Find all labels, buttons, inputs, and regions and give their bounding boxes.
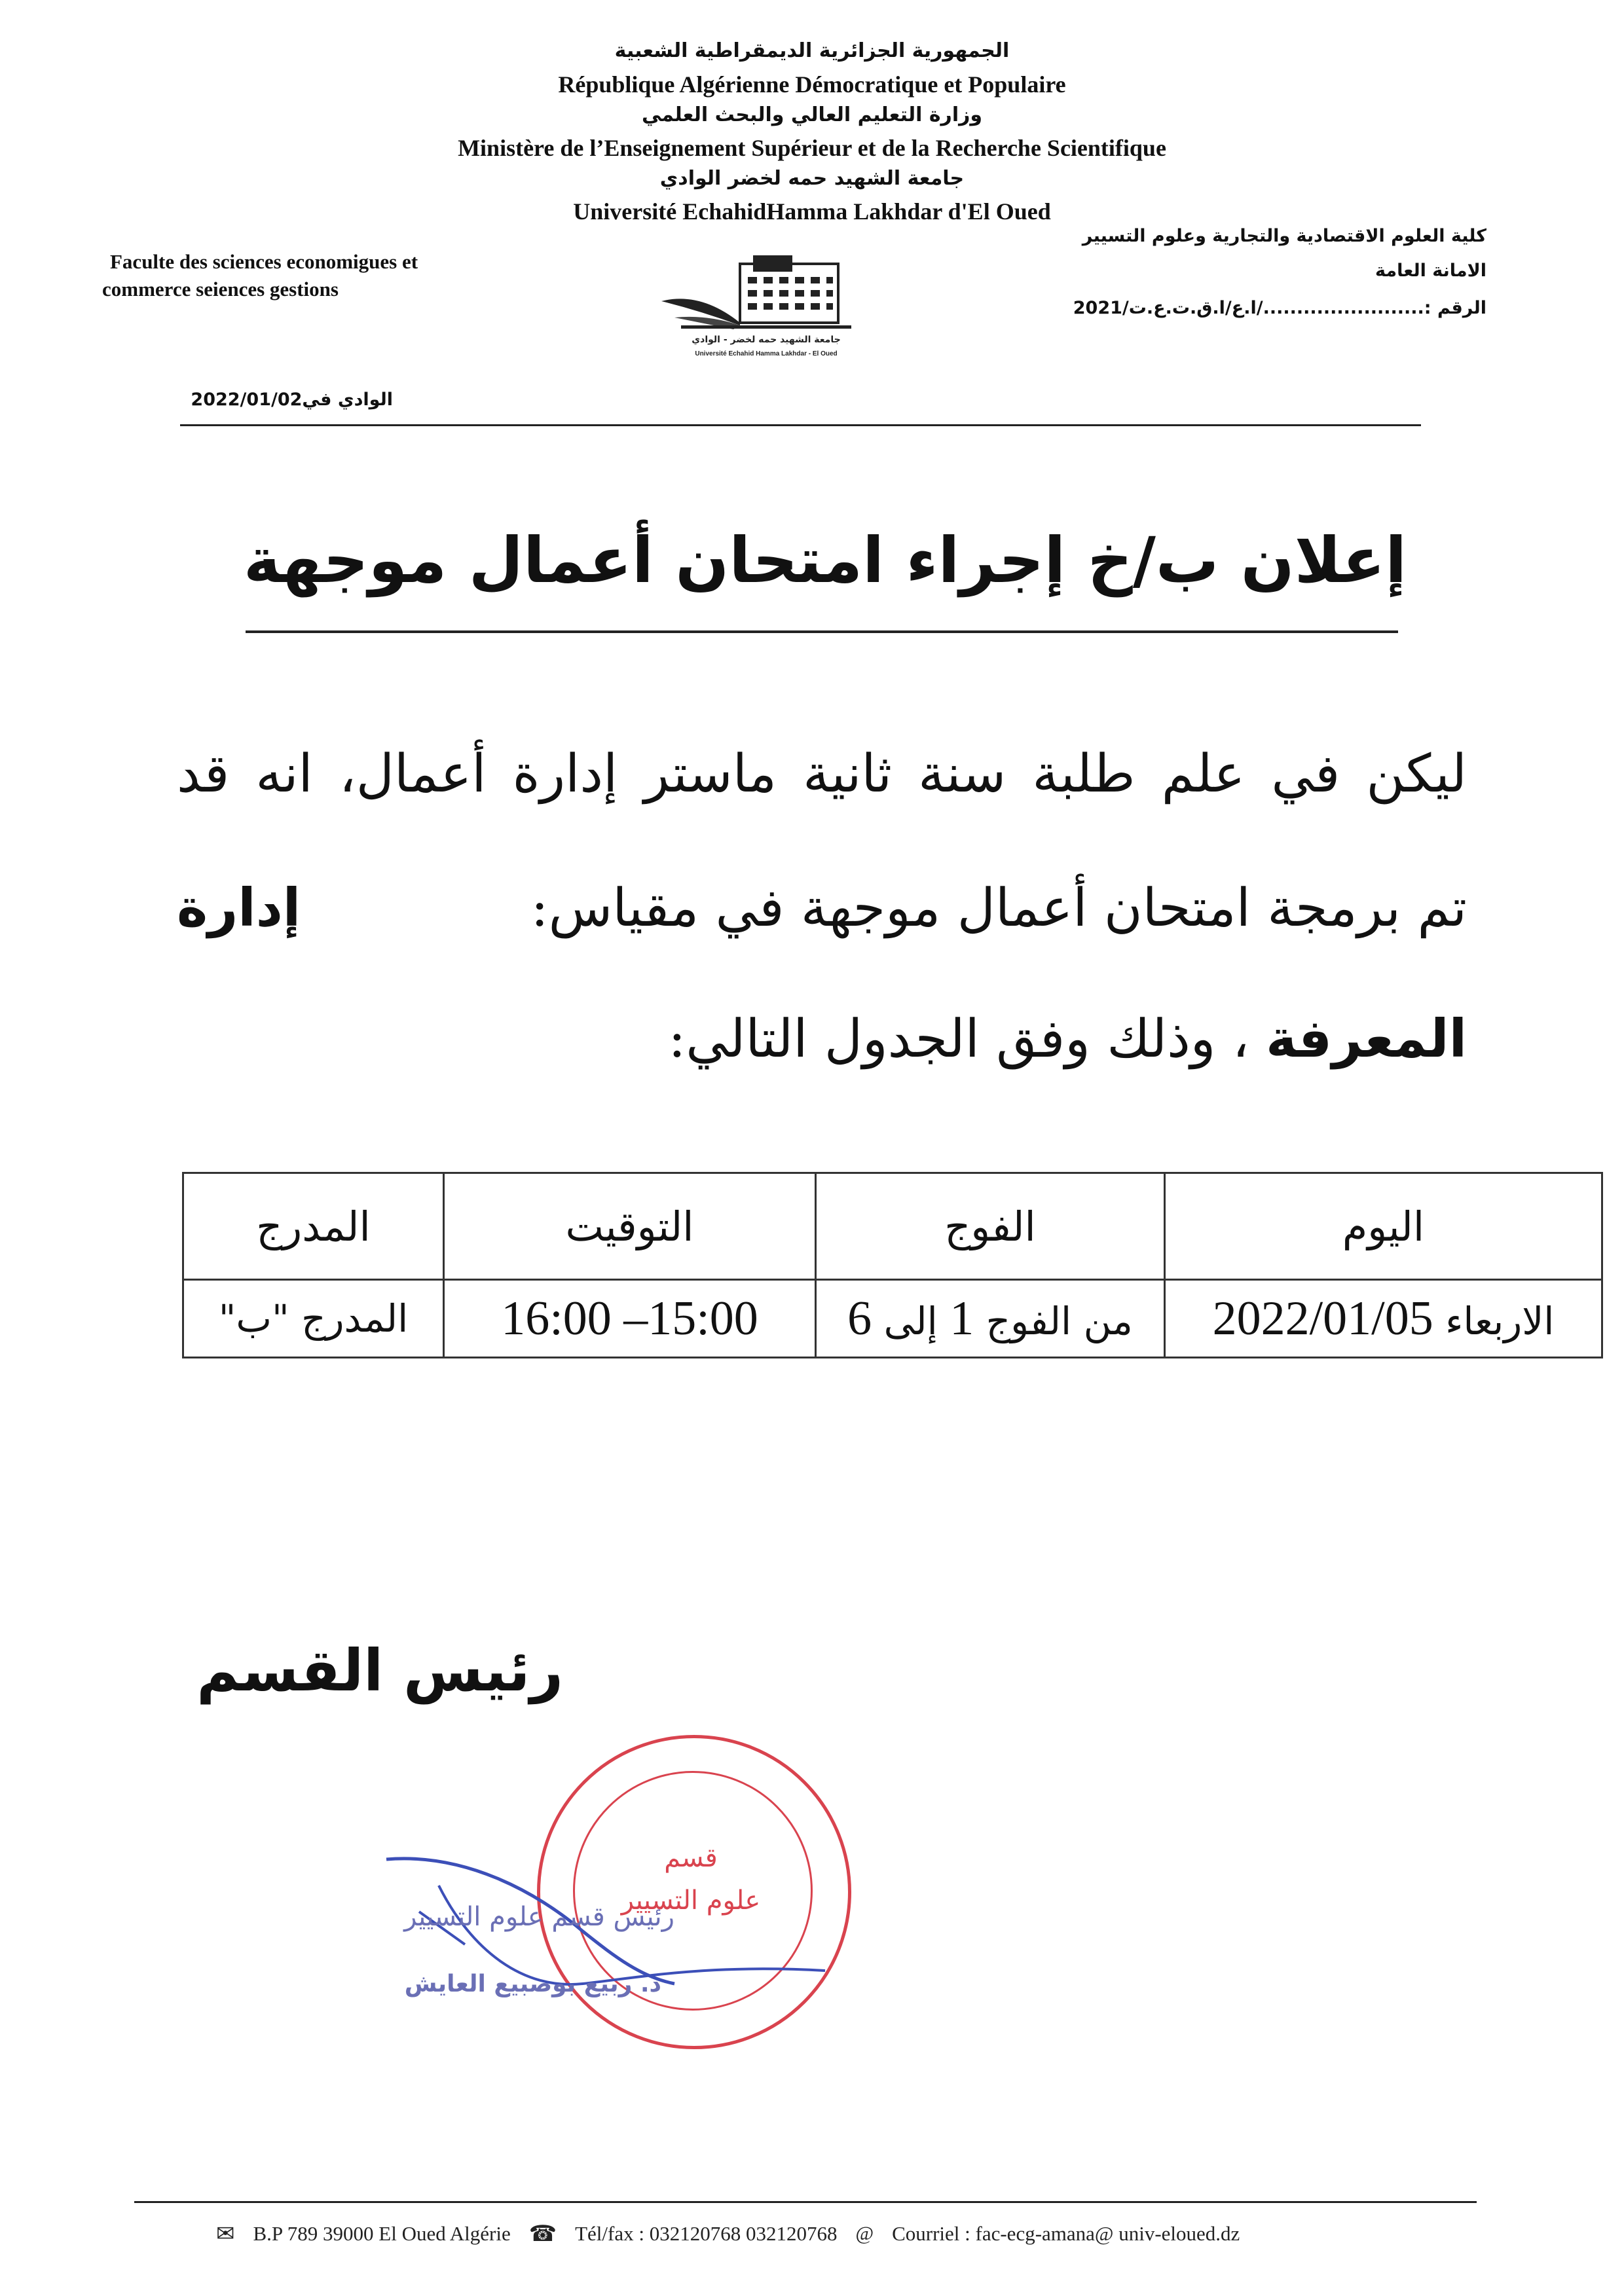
table-row <box>183 1280 1602 1358</box>
schedule-table <box>182 1172 1603 1358</box>
body-subject-part1: إدارة <box>177 877 301 938</box>
body-subject-part2: المعرفة <box>1266 1008 1467 1069</box>
group-end: 6 <box>847 1291 872 1345</box>
university-logo <box>655 252 871 363</box>
stamp-text-1: قسم <box>664 1843 718 1873</box>
footer-address: B.P 789 39000 El Oued Algérie <box>253 2222 511 2245</box>
header-time: التوقيت <box>444 1173 816 1280</box>
header-group: الفوج <box>816 1173 1165 1280</box>
header-republic-ar: الجمهورية الجزائرية الديمقراطية الشعبية <box>614 39 1010 62</box>
body-line-3-text: ، وذلك وفق الجدول التالي: <box>668 1008 1249 1069</box>
header-university-ar: جامعة الشهيد حمه لخضر الوادي <box>659 167 965 190</box>
issue-date: الوادي في2022/01/02 <box>191 390 393 410</box>
faculty-fr-line1: Faculte des sciences economigues et <box>110 250 418 273</box>
footer-phone: Tél/fax : 032120768 032120768 <box>575 2222 838 2245</box>
announcement-title: إعلان ب/خ إجراء امتحان أعمال موجهة <box>243 524 1407 597</box>
signature-title: رئيس القسم <box>196 1637 563 1704</box>
header-hall: المدرج <box>183 1173 444 1280</box>
reference-number: الرقم :......................../ا.ع/ا.ق.ت.ع.ت/2021 <box>1073 298 1486 318</box>
footer-divider <box>134 2201 1477 2203</box>
body-line-2-text: تم برمجة امتحان أعمال موجهة في مقياس: <box>530 877 1467 938</box>
mail-icon: ✉ <box>216 2222 235 2246</box>
cell-group <box>816 1280 1165 1358</box>
day-date: 2022/01/05 <box>1212 1291 1433 1345</box>
faculty-ar: كلية العلوم الاقتصادية والتجارية وعلوم التسيير <box>1082 226 1486 246</box>
header-republic-fr: République Algérienne Démocratique et Populaire <box>558 71 1066 98</box>
header-university-fr: Université EchahidHamma Lakhdar d'El Oued <box>573 198 1051 225</box>
email-icon: @ <box>855 2223 874 2244</box>
footer-contact <box>216 2221 1539 2247</box>
group-to-label: إلى <box>883 1298 938 1343</box>
cell-hall: المدرج "ب" <box>183 1280 444 1358</box>
logo-caption-fr: Université Echahid Hamma Lakhdar - El Oued <box>695 350 838 357</box>
group-start: 1 <box>950 1291 974 1345</box>
footer-email: Courriel : fac-ecg-amana@ univ-eloued.dz <box>892 2222 1240 2245</box>
cell-day <box>1165 1280 1602 1358</box>
secretariat-ar: الامانة العامة <box>1375 261 1486 281</box>
group-from-label: من الفوج <box>986 1298 1133 1343</box>
cell-time: 16:00 –15:00 <box>444 1280 816 1358</box>
day-name: الاربعاء <box>1445 1298 1555 1343</box>
header-ministry-fr: Ministère de l’Enseignement Supérieur et de la Recherche Scientifique <box>458 135 1166 161</box>
header-divider <box>180 424 1421 426</box>
logo-caption-ar: جامعة الشهيد حمه لخضر - الوادي <box>692 335 841 345</box>
body-line-2 <box>177 877 1467 938</box>
signature-role: رئيس قسم علوم التسيير <box>404 1902 674 1932</box>
signature-name: د. ربيع بوصبيع العايش <box>404 1971 661 1997</box>
phone-icon: ☎ <box>528 2222 557 2246</box>
body-line-1: ليكن في علم طلبة سنة ثانية ماستر إدارة أعمال، انه قد <box>177 743 1467 804</box>
body-line-3 <box>589 1008 1467 1069</box>
header-day: اليوم <box>1165 1173 1602 1280</box>
title-underline <box>246 630 1398 633</box>
university-logo-icon <box>655 252 871 363</box>
stamp-text-2: علوم التسيير <box>621 1886 761 1916</box>
header-ministry-ar: وزارة التعليم العالي والبحث العلمي <box>641 103 983 126</box>
table-header-row <box>183 1173 1602 1280</box>
faculty-fr-line2: commerce seiences gestions <box>102 278 339 301</box>
